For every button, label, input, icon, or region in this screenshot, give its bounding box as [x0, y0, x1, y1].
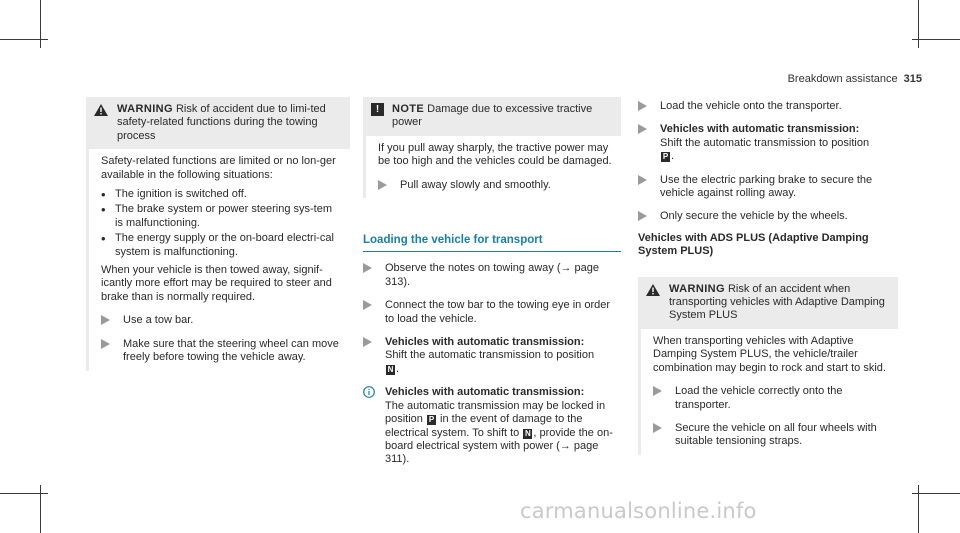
- step: Load the vehicle correctly onto the transporter.: [653, 385, 890, 412]
- column-3: [638, 90, 898, 455]
- running-header: [788, 73, 922, 86]
- column-2: [363, 97, 621, 467]
- step-arrow-icon: [101, 338, 123, 365]
- warning-triangle-icon: [94, 103, 109, 143]
- warning-header: [638, 277, 898, 329]
- step: Secure the vehicle on all four wheels with suitable tensioning straps.: [653, 422, 890, 449]
- step: Observe the notes on towing away (→ page 313).: [363, 262, 621, 289]
- step: Load the vehicle onto the transporter.: [638, 100, 898, 113]
- warning-body: When transporting vehicles with Adaptive Damping System PLUS, the vehicle/trailer combination may begin to rock and start to skid. Load the vehicle correctly onto the transporter. Secure the vehicle on all four wheels with suitable tensioning straps.: [638, 329, 898, 455]
- watermark: carmanualsonline.info: [520, 499, 757, 523]
- list-item: • The energy supply or the on-board electri-cal system is malfunctioning.: [101, 231, 334, 258]
- warning-text: Risk of accident due to limi-ted safety-related functions during the towing process: [117, 103, 326, 142]
- step: Pull away slowly and smoothly.: [378, 179, 613, 192]
- step: Vehicles with automatic transmission: Shift the automatic transmission to position N .: [363, 336, 621, 376]
- note-label: NOTE: [392, 103, 425, 115]
- step-arrow-icon: [378, 179, 400, 192]
- gear-n-icon: N: [524, 428, 531, 438]
- list-item: • The brake system or power steering sys-tem is malfunctioning.: [101, 202, 333, 229]
- crop-mark: [912, 39, 960, 40]
- step-arrow-icon: [363, 262, 385, 289]
- step-arrow-icon: [653, 385, 675, 412]
- note-body: If you pull away sharply, the tractive power may be too high and the vehicles could be damaged. Pull away slowly and smoothly.: [363, 136, 621, 198]
- warning-triangle-icon: [646, 283, 661, 323]
- subheading: Vehicles with ADS PLUS (Adaptive Damping System PLUS): [638, 231, 869, 258]
- section-name: Breakdown assistance: [787, 73, 898, 85]
- info-note: Vehicles with automatic transmission: The automatic transmission may be locked in position P in the event of damage to the electrical system. To shift to N , provide the on-board electrical system with power (→ page 311).: [363, 386, 621, 466]
- step-arrow-icon: [363, 299, 385, 326]
- crop-mark: [918, 485, 919, 533]
- crop-mark: [912, 493, 960, 494]
- section-title: Loading the vehicle for transport: [363, 234, 621, 252]
- column-1: [86, 97, 350, 371]
- note-header: [363, 97, 621, 136]
- crop-mark: [918, 0, 919, 48]
- crop-mark: [40, 485, 41, 533]
- step: Vehicles with automatic transmission: Shift the automatic transmission to position P .: [638, 123, 898, 163]
- warning-intro: Safety-related functions are limited or no lon-ger available in the following situations:: [101, 155, 336, 181]
- step: Only secure the vehicle by the wheels.: [638, 210, 898, 223]
- step: Make sure that the steering wheel can move freely before towing the vehicle away.: [101, 338, 342, 365]
- step: Use the electric parking brake to secure the vehicle against rolling away.: [638, 174, 898, 201]
- step-arrow-icon: [638, 100, 660, 113]
- gear-n-icon: N: [387, 364, 394, 374]
- warning-label: WARNING: [117, 103, 173, 115]
- note-text: Damage due to excessive tractive power: [392, 103, 593, 129]
- warning-header: [86, 97, 350, 149]
- note-icon: !: [371, 103, 384, 116]
- step-arrow-icon: [363, 336, 385, 376]
- gear-p-icon: P: [428, 415, 435, 425]
- info-icon: [363, 386, 385, 466]
- step-arrow-icon: [638, 123, 660, 163]
- list-item: • The ignition is switched off.: [101, 187, 247, 203]
- step-arrow-icon: [638, 174, 660, 201]
- warning-text: Risk of an accident when transporting vehicles with Adaptive Damping System PLUS: [669, 282, 885, 322]
- step: Connect the tow bar to the towing eye in order to load the vehicle.: [363, 299, 621, 326]
- page-number: 315: [903, 73, 922, 85]
- gear-p-icon: P: [662, 152, 669, 162]
- warning-after: When your vehicle is then towed away, signif-icantly more effort may be required to steer and brake than is normally required.: [101, 264, 332, 303]
- step-arrow-icon: [653, 422, 675, 449]
- crop-mark: [40, 0, 41, 48]
- step: Use a tow bar.: [101, 314, 342, 327]
- warning-body: [86, 149, 350, 370]
- warning-label: WARNING: [669, 282, 725, 295]
- step-arrow-icon: [101, 314, 123, 327]
- step-arrow-icon: [638, 210, 660, 223]
